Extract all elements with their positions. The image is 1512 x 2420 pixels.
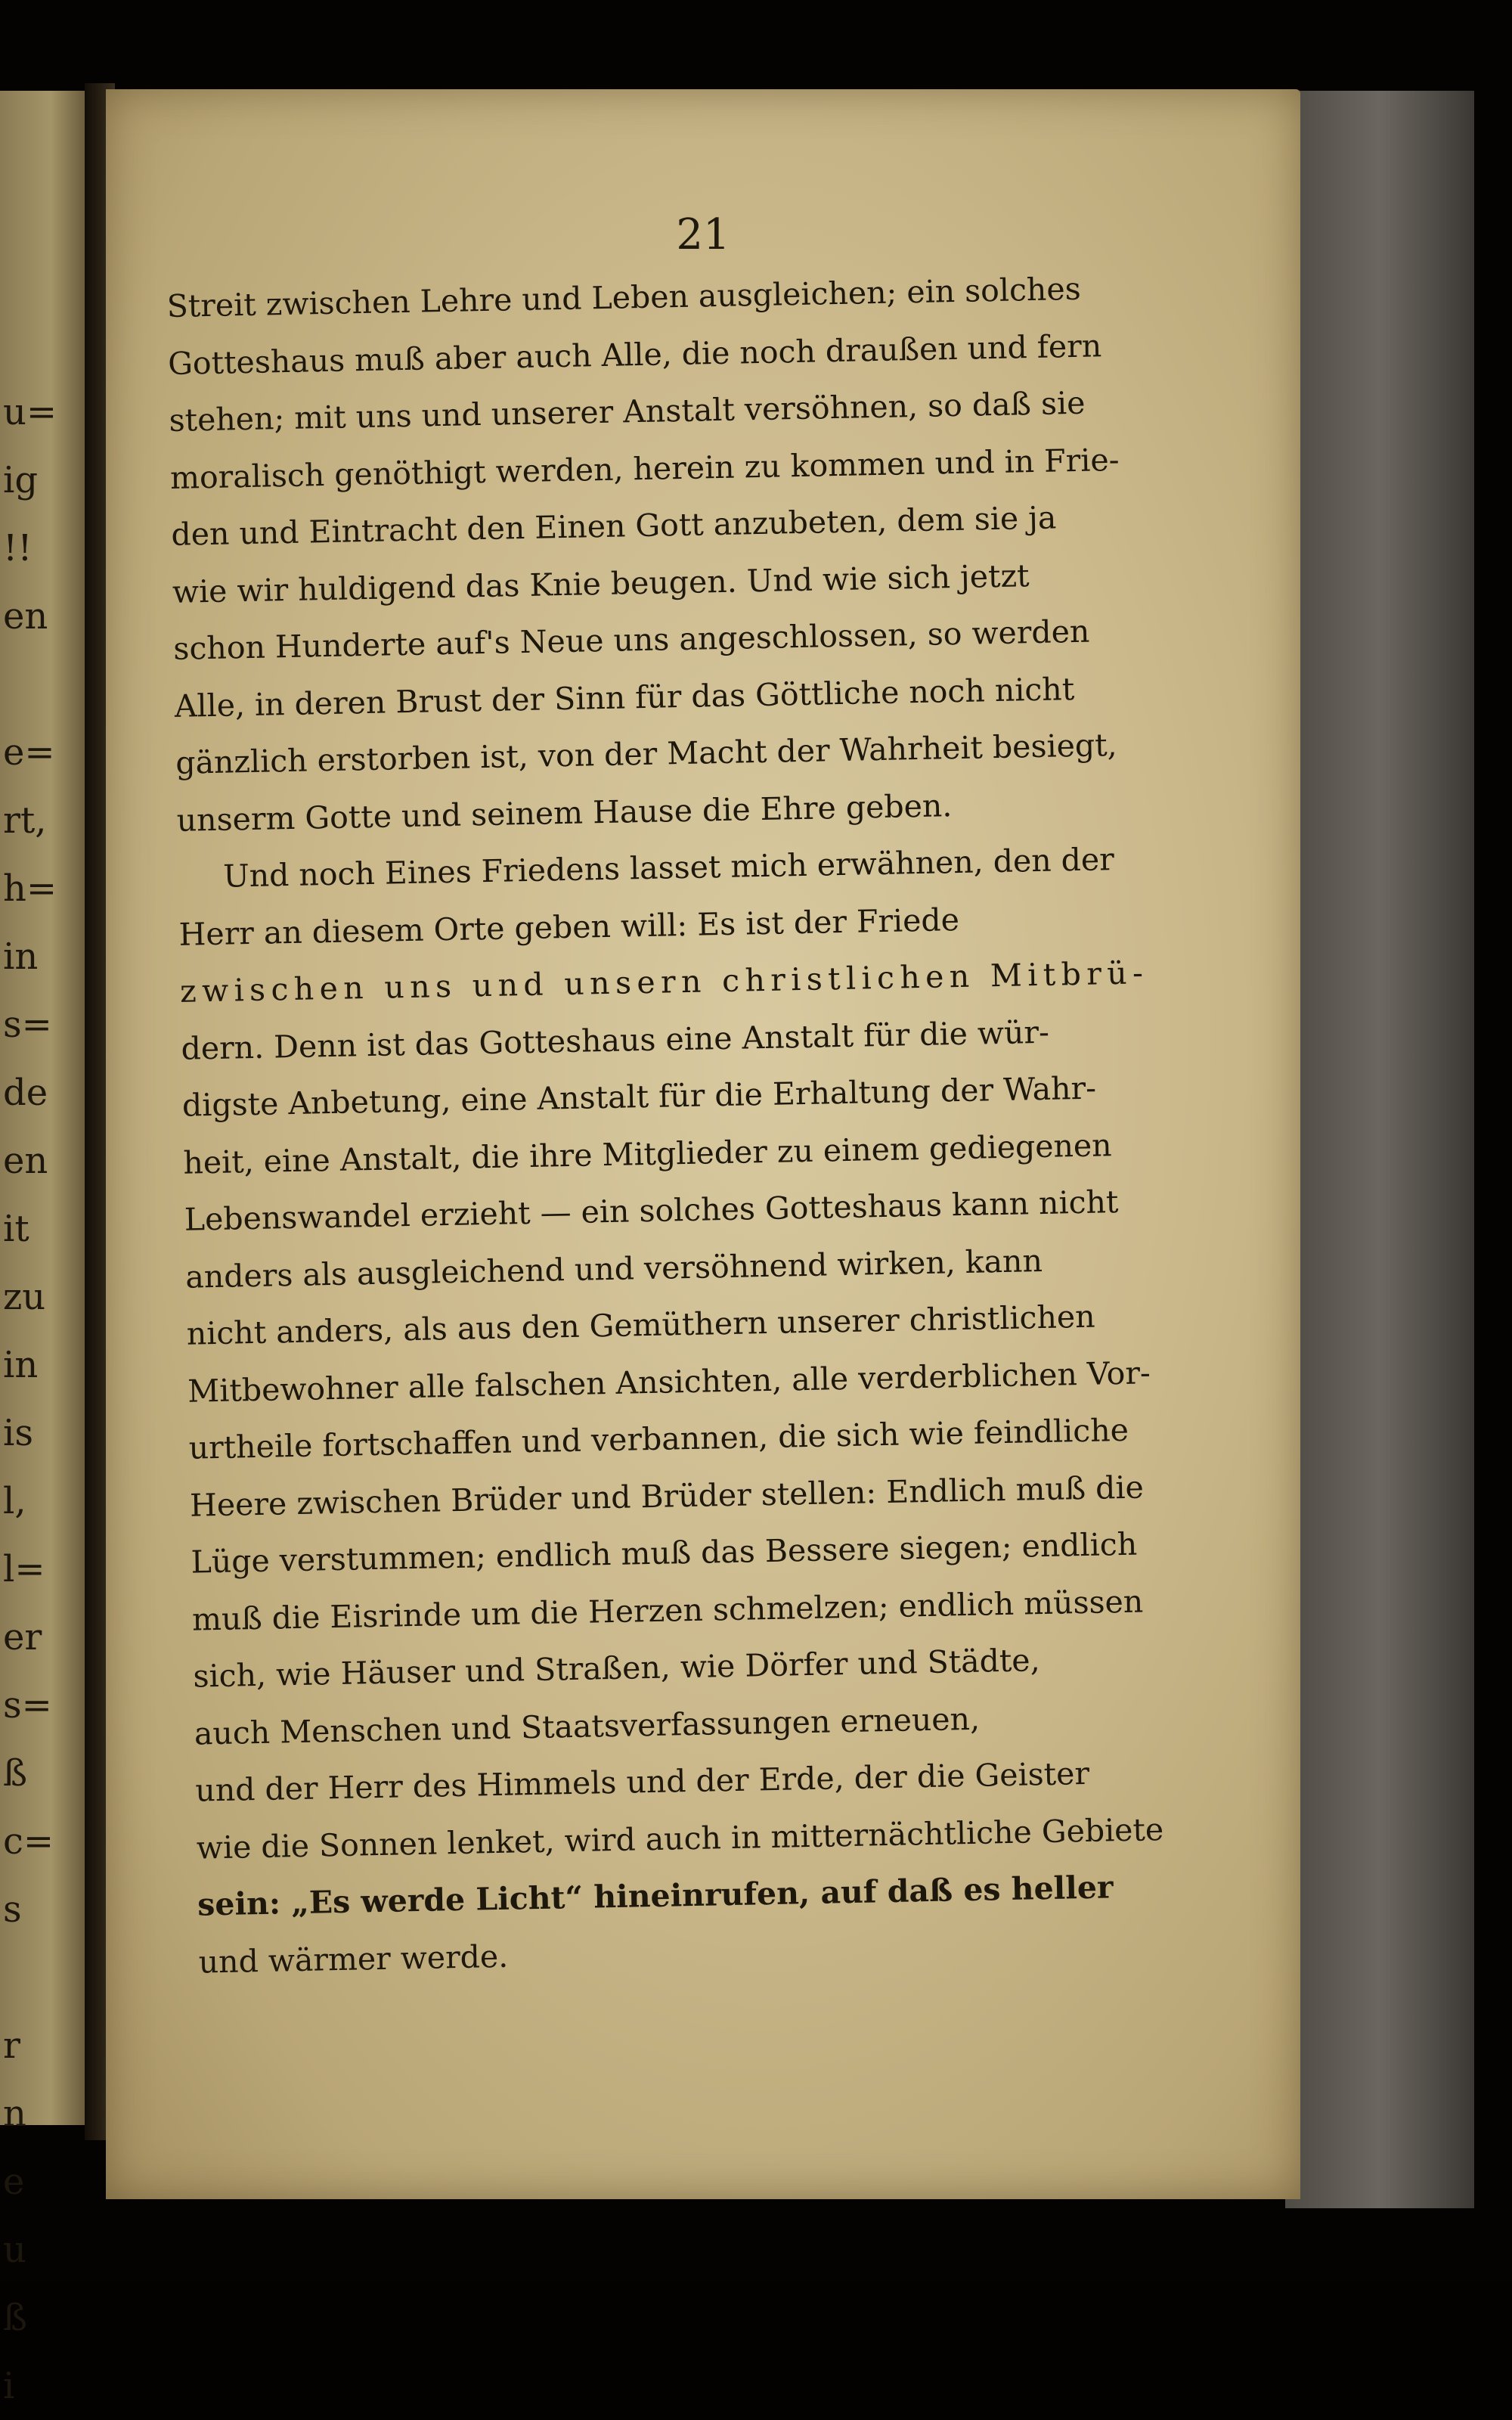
text-line: Gotteshaus muß aber auch Alle, die noch draußen und fern — [167, 327, 1102, 382]
text-line: auch Menschen und Staatsverfassungen erneuen, — [194, 1700, 981, 1752]
text-line: Lüge verstummen; endlich muß das Bessere siegen; endlich — [191, 1525, 1138, 1581]
cover-board-edge — [1285, 91, 1474, 2208]
left-fragment: en — [3, 1140, 48, 1182]
left-fragment: zu — [3, 1276, 46, 1318]
text-line: heit, eine Anstalt, die ihre Mitglieder zu einem gediegenen — [182, 1126, 1112, 1181]
left-fragment: s — [3, 1888, 22, 1931]
left-fragment: l= — [3, 1548, 45, 1590]
text-line: und wärmer werde. — [198, 1938, 509, 1981]
text-line: anders als ausgleichend und versöhnend wirken, kann — [184, 1242, 1043, 1295]
left-fragment: !! — [3, 527, 33, 569]
left-fragment: e= — [3, 731, 55, 774]
text-line: dern. Denn ist das Gotteshaus eine Anstalt für die wür- — [181, 1013, 1050, 1067]
left-fragment: s= — [3, 1004, 52, 1046]
text-line: Lebenswandel erzieht — ein solches Gotteshaus kann nicht — [184, 1184, 1119, 1238]
left-fragment: l, — [3, 1480, 26, 1522]
text-line: sich, wie Häuser und Straßen, wie Dörfer und Städte, — [193, 1642, 1041, 1695]
left-fragment — [3, 1944, 79, 2012]
text-line: schon Hunderte auf's Neue uns angeschlossen, so werden — [172, 613, 1090, 667]
left-fragment: is — [3, 1412, 33, 1454]
body-text — [166, 258, 1272, 1991]
left-facing-page — [0, 91, 89, 2407]
left-page-text-fragments — [3, 378, 79, 2420]
left-fragment: it — [3, 1208, 29, 1250]
left-fragment: n — [3, 2093, 26, 2135]
left-fragment: ig — [3, 459, 39, 501]
text-line: Mitbewohner alle falschen Ansichten, alle verderblichen Vor- — [187, 1354, 1151, 1410]
left-fragment: c= — [3, 1820, 54, 1863]
text-line: muß die Eisrinde um die Herzen schmelzen; endlich müssen — [191, 1583, 1144, 1638]
left-fragment: rt, — [3, 799, 47, 842]
left-fragment: s= — [3, 1684, 52, 1727]
left-fragment: r — [3, 2024, 20, 2067]
left-fragment: ß — [3, 1752, 28, 1795]
text-line: moralisch genöthigt werden, herein zu kommen und in Frie- — [169, 441, 1120, 496]
right-page — [106, 89, 1300, 2199]
text-line: und der Herr des Himmels und der Erde, der die Geister — [194, 1754, 1090, 1809]
text-line-paragraph-start: Und noch Eines Friedens lasset mich erwähnen, den der — [222, 841, 1115, 895]
left-fragment: in — [3, 935, 39, 978]
left-fragment: er — [3, 1616, 42, 1658]
text-line: Alle, in deren Brust der Sinn für das Göttliche noch nicht — [174, 670, 1075, 724]
text-line: urtheile fortschaffen und verbannen, die sich wie feindliche — [188, 1411, 1129, 1466]
text-line: Heere zwischen Brüder und Brüder stellen: Endlich muß die — [189, 1468, 1145, 1524]
text-line: den und Eintracht den Einen Gott anzubeten, dem sie ja — [171, 499, 1057, 553]
left-fragment: ß — [3, 2297, 28, 2339]
left-fragment: h= — [3, 867, 57, 910]
left-fragment: u= — [3, 391, 57, 433]
text-line: unserm Gotte und seinem Hause die Ehre geben. — [176, 786, 953, 839]
left-fragment: e — [3, 2161, 25, 2203]
text-line: wie die Sonnen lenket, wird auch in mitternächtliche Gebiete — [196, 1810, 1164, 1866]
left-fragment: i — [3, 2365, 15, 2407]
text-line-spaced: zwischen uns und unsern christlichen Mitbrü- — [179, 954, 1149, 1010]
text-line: wie wir huldigend das Knie beugen. Und wie sich jetzt — [172, 557, 1030, 610]
text-line: Herr an diesem Orte geben will: Es ist der Friede — [178, 901, 960, 953]
text-line: gänzlich erstorben ist, von der Macht der Wahrheit besiegt, — [175, 726, 1118, 781]
left-fragment: de — [3, 1072, 48, 1114]
text-line-emphasis: sein: „Es werde Licht“ hineinrufen, auf daß es heller — [197, 1869, 1114, 1923]
left-fragment: u — [3, 2229, 26, 2271]
left-fragment — [3, 650, 79, 718]
text-line: nicht anders, als aus den Gemüthern unserer christlichen — [186, 1298, 1095, 1352]
text-line: digste Anbetung, eine Anstalt für die Erhaltung der Wahr- — [181, 1069, 1097, 1124]
text-line: stehen; mit uns und unserer Anstalt versöhnen, so daß sie — [169, 384, 1086, 439]
page-number: 21 — [676, 210, 730, 259]
text-line: Streit zwischen Lehre und Leben ausgleichen; ein solches — [166, 270, 1082, 324]
left-fragment: in — [3, 1344, 39, 1386]
left-fragment: en — [3, 595, 48, 638]
